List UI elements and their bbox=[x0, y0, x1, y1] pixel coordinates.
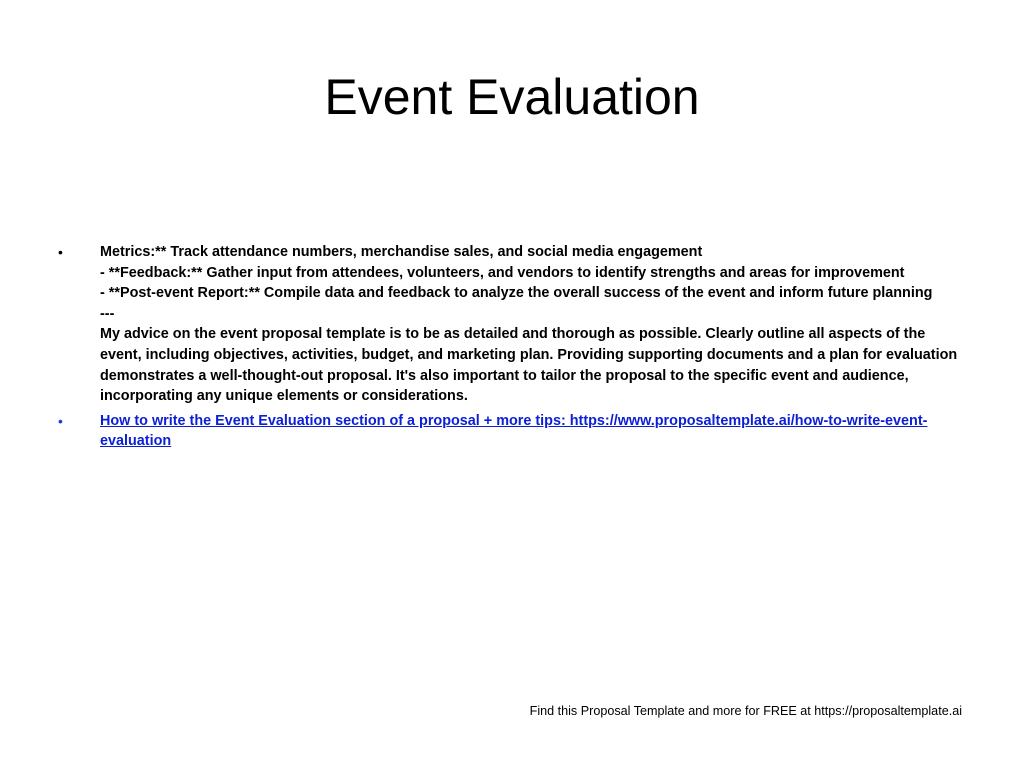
feedback-line: - **Feedback:** Gather input from attendees, volunteers, and vendors to identify strengths and areas for improvement bbox=[100, 264, 905, 281]
metrics-line: Metrics:** Track attendance numbers, merchandise sales, and social media engagement bbox=[100, 244, 703, 260]
bullet-item-link bbox=[58, 411, 958, 452]
bullet-text bbox=[100, 242, 958, 407]
advice-paragraph: My advice on the event proposal template is to be as detailed and thorough as possible. Clearly outline all aspects of the event, including objectives, activities, budget, and marketing plan. Providing supporting documents and a plan for evaluation demonstrates a well-thought-out proposal. It's also important to tailor the proposal to the specific event and audience, incorporating any unique elements or considerations. bbox=[100, 326, 958, 405]
bullet-marker: • bbox=[58, 412, 63, 429]
bullet-text bbox=[100, 411, 958, 452]
bullet-marker: • bbox=[58, 244, 63, 260]
footer-attribution: Find this Proposal Template and more for FREE at https://proposaltemplate.ai bbox=[529, 704, 962, 718]
how-to-write-link[interactable]: How to write the Event Evaluation section of a proposal + more tips: https://www.proposaltemplate.ai/how-to-write-event-evaluation bbox=[100, 412, 928, 450]
bullet-item-metrics bbox=[58, 242, 958, 407]
slide-body bbox=[58, 242, 958, 456]
slide-title: Event Evaluation bbox=[324, 69, 700, 125]
separator-line: --- bbox=[100, 305, 115, 322]
post-event-report-line: - **Post-event Report:** Compile data and feedback to analyze the overall success of the event and inform future planning bbox=[100, 285, 933, 302]
